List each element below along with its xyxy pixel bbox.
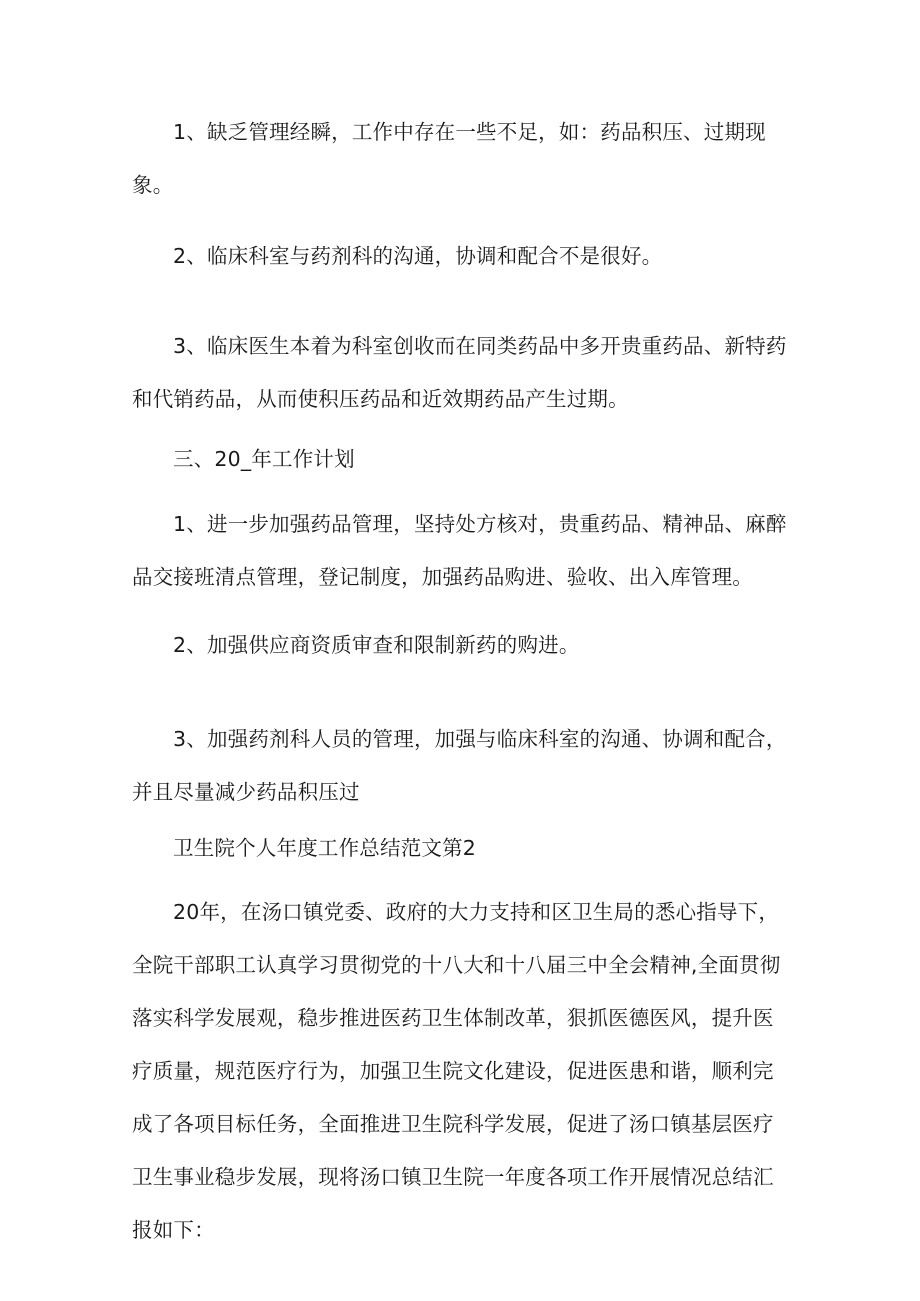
paragraph-problem-2: 2、临床科室与药剂科的沟通，协调和配合不是很好。 [173, 244, 663, 268]
paragraph-problem-3: 3、临床医生本着为科室创收而在同类药品中多开贵重药品、新特药和代销药品，从而使积压药品和近效期药品产生过期。 [132, 334, 787, 411]
paragraph-plan-3: 3、加强药剂科人员的管理，加强与临床科室的沟通、协调和配合，并且尽量减少药品积压过 [132, 727, 787, 804]
paragraph-plan-1: 1、进一步加强药品管理，坚持处方核对，贵重药品、精神品、麻醉品交接班清点管理，登记制度，加强药品购进、验收、出入库管理。 [132, 512, 787, 589]
paragraph-summary-intro: 20年，在汤口镇党委、政府的大力支持和区卫生局的悉心指导下，全院干部职工认真学习贯彻党的十八大和十八届三中全会精神,全面贯彻落实科学发展观，稳步推进医药卫生体制改革，狠抓医德医风，提升医疗质量，规范医疗行为，加强卫生院文化建设，促进医患和谐，顺利完成了各项目标任务，全面推进卫生院科学发展，促进了汤口镇基层医疗卫生事业稳步发展，现将汤口镇卫生院一年度各项工作开展情况总结汇报如下： [132, 900, 781, 1242]
section-heading-plan: 三、20_年工作计划 [173, 447, 355, 471]
paragraph-plan-2: 2、加强供应商资质审查和限制新药的购进。 [173, 633, 580, 657]
article-title: 卫生院个人年度工作总结范文第2 [173, 836, 477, 860]
paragraph-problem-1: 1、缺乏管理经瞬，工作中存在一些不足，如：药品积压、过期现象。 [132, 120, 766, 197]
